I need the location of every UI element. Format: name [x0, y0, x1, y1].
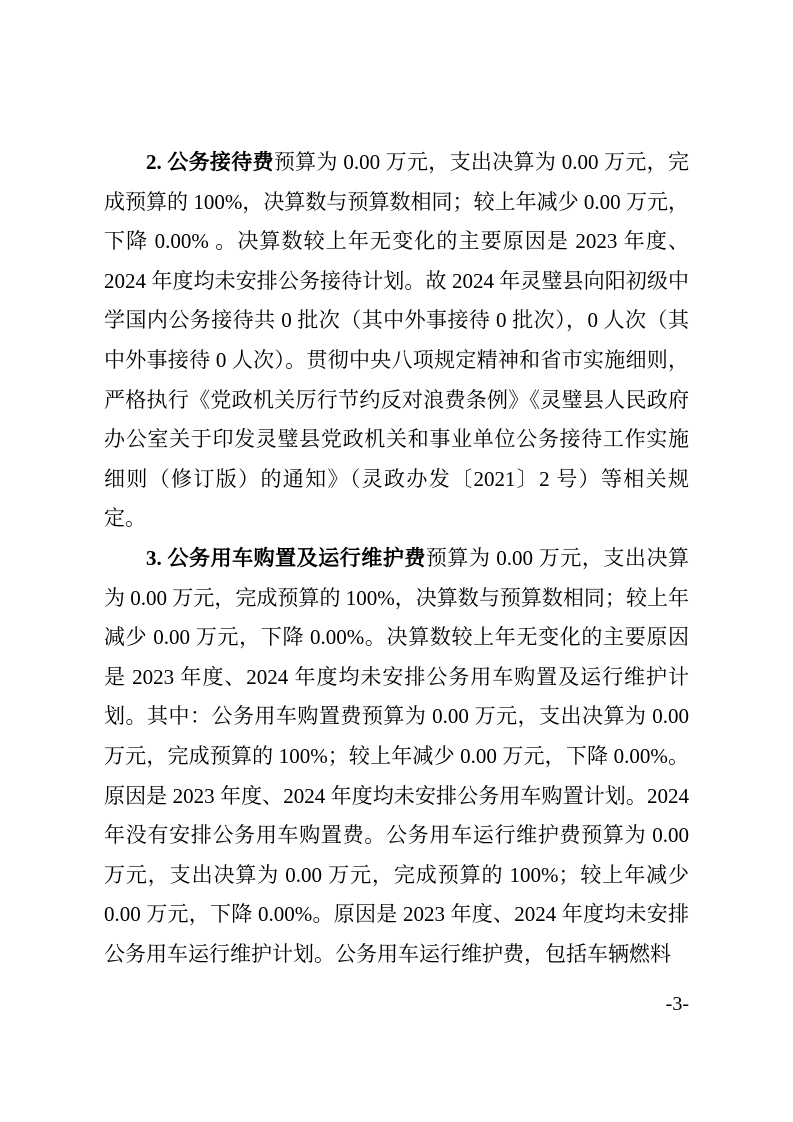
paragraph-official-reception-expense	[104, 143, 689, 539]
paragraph-lead-official-vehicle-expense: 3. 公务用车购置及运行维护费	[146, 545, 426, 570]
document-body	[104, 143, 689, 974]
page-number: -3-	[665, 993, 689, 1015]
paragraph-lead-official-reception-expense: 2. 公务接待费	[146, 150, 274, 174]
paragraph-text-official-reception-expense: 预算为 0.00 万元，支出决算为 0.00 万元，完成预算的 100%，决算数与预算数相同；较上年减少 0.00 万元，下降 0.00% 。决算数较上年无变化的主要原因是 2023 年度、2024 年度均未安排公务接待计划。故 2024 年灵璧县向阳初级中学国内公务接待共 0 批次（其中外事接待 0 批次），0 人次（其中外事接待 0 人次）。贯彻中央八项规定精神和省市实施细则，严格执行《党政机关厉行节约反对浪费条例》《灵璧县人民政府办公室关于印发灵璧县党政机关和事业单位公务接待工作实施细则（修订版）的通知》（灵政办发〔2021〕2 号）等相关规定。	[104, 150, 689, 531]
paragraph-text-official-vehicle-expense: 预算为 0.00 万元，支出决算为 0.00 万元，完成预算的 100%，决算数与预算数相同；较上年减少 0.00 万元，下降 0.00%。决算数较上年无变化的主要原因是 2023 年度、2024 年度均未安排公务用车购置及运行维护计划。其中：公务用车购置费预算为 0.00 万元，支出决算为 0.00 万元，完成预算的 100%；较上年减少 0.00 万元，下降 0.00%。原因是 2023 年度、2024 年度均未安排公务用车购置计划。2024 年没有安排公务用车购置费。公务用车运行维护费预算为 0.00 万元，支出决算为 0.00 万元，完成预算的 100%；较上年减少 0.00 万元，下降 0.00%。原因是 2023 年度、2024 年度均未安排公务用车运行维护计划。公务用车运行维护费，包括车辆燃料	[104, 545, 689, 966]
paragraph-official-vehicle-expense	[104, 539, 689, 975]
